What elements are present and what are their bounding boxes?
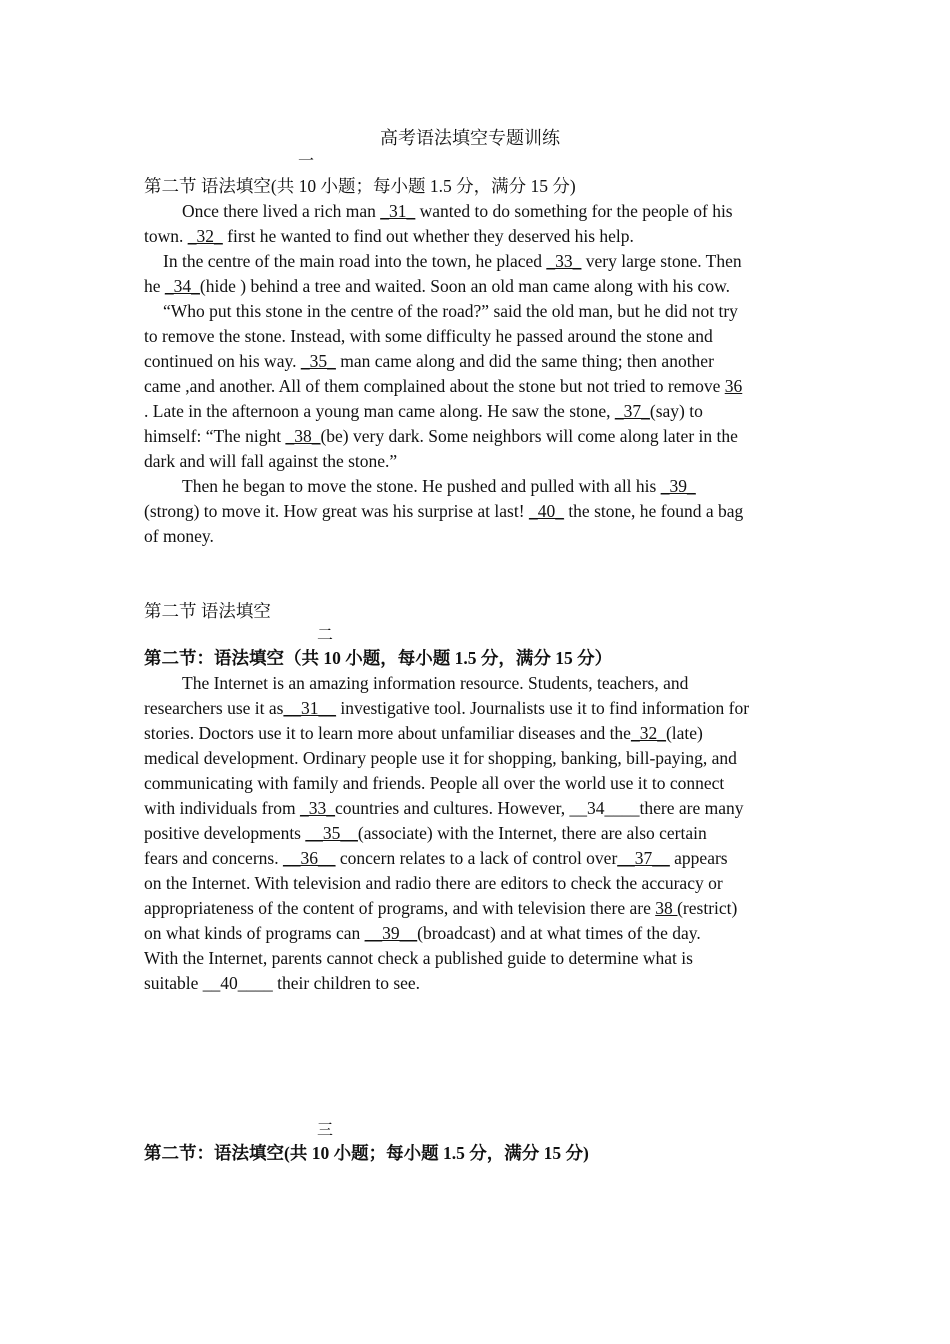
paragraph-line: he _34_(hide ) behind a tree and waited. Soon an old man came along with his cow. — [144, 276, 730, 296]
paragraph-line: researchers use it as__31__ investigative tool. Journalists use it to find information for — [144, 698, 750, 718]
blank-32: _32_ — [187, 226, 223, 246]
section-1-heading: 第二节 语法填空(共 10 小题；每小题 1.5 分，满分 15 分) — [144, 176, 576, 196]
document-title: 高考语法填空专题训练 — [380, 128, 560, 148]
paragraph-line: suitable __40____ their children to see. — [144, 973, 421, 993]
paragraph-line: In the centre of the main road into the town, he placed _33_ very large stone. Then — [163, 251, 742, 271]
blank-37: _37_ — [614, 401, 650, 421]
blank-35: __35__ — [305, 823, 358, 843]
paragraph-line: (strong) to move it. How great was his surprise at last! _40_ the stone, he found a bag — [144, 501, 744, 521]
paragraph-line: came ,and another. All of them complained about the stone but not tried to remove 36 — [144, 376, 743, 396]
section-number-2: 二 — [317, 627, 334, 644]
paragraph-line: with individuals from _33_countries and cultures. However, __34____there are many — [144, 798, 744, 818]
section-number-3: 三 — [317, 1122, 334, 1139]
section-3-heading: 第二节：语法填空(共 10 小题；每小题 1.5 分，满分 15 分) — [144, 1143, 589, 1163]
paragraph-line: positive developments __35__(associate) with the Internet, there are also certain — [144, 823, 707, 843]
blank-34: _34_ — [164, 276, 200, 296]
blank-39: _39_ — [660, 476, 696, 496]
blank-38: _38_ — [285, 426, 321, 446]
paragraph-line: medical development. Ordinary people use it for shopping, banking, bill-paying, and — [144, 748, 737, 768]
paragraph-line: appropriateness of the content of programs, and with television there are 38 (restrict) — [144, 898, 738, 918]
blank-33: _33_ — [546, 251, 582, 271]
paragraph-line: communicating with family and friends. People all over the world use it to connect — [144, 773, 725, 793]
blank-40: _40_ — [528, 501, 564, 521]
blank-33: _33_ — [300, 798, 336, 818]
paragraph-line: himself: “The night _38_(be) very dark. Some neighbors will come along later in the — [144, 426, 738, 446]
paragraph-line: continued on his way. _35_ man came along and did the same thing; then another — [144, 351, 714, 371]
section-number-1: 一 — [298, 153, 315, 170]
paragraph-line: fears and concerns. __36__ concern relates to a lack of control over__37__ appears — [144, 848, 728, 868]
paragraph-line: of money. — [144, 526, 214, 546]
blank-38: 38 ( — [655, 898, 683, 918]
blank-36: 36 — [724, 376, 743, 396]
blank-39: __39__ — [364, 923, 418, 943]
blank-37: __37__ — [617, 848, 670, 868]
paragraph-line: on the Internet. With television and radio there are editors to check the accuracy or — [144, 873, 723, 893]
blank-35: _35_ — [300, 351, 336, 371]
paragraph-line: on what kinds of programs can __39__(broadcast) and at what times of the day. — [144, 923, 701, 943]
paragraph-line: . Late in the afternoon a young man came along. He saw the stone, _37_(say) to — [144, 401, 703, 421]
paragraph-line: Once there lived a rich man _31_ wanted to do something for the people of his — [182, 201, 733, 221]
paragraph-line: Then he began to move the stone. He pushed and pulled with all his _39_ — [182, 476, 696, 496]
paragraph-line: town. _32_ first he wanted to find out whether they deserved his help. — [144, 226, 634, 246]
blank-36: __36__ — [282, 848, 336, 868]
section-2-pre-heading: 第二节 语法填空 — [144, 601, 271, 621]
paragraph-line: With the Internet, parents cannot check a published guide to determine what is — [144, 948, 693, 968]
paragraph-line: stories. Doctors use it to learn more about unfamiliar diseases and the_32_(late) — [144, 723, 703, 743]
blank-31: _31_ — [380, 201, 416, 221]
section-2-heading: 第二节：语法填空（共 10 小题，每小题 1.5 分，满分 15 分） — [144, 648, 613, 668]
paragraph-line: “Who put this stone in the centre of the road?” said the old man, but he did not try — [163, 301, 738, 321]
paragraph-line: to remove the stone. Instead, with some difficulty he passed around the stone and — [144, 326, 713, 346]
paragraph-line: The Internet is an amazing information resource. Students, teachers, and — [182, 673, 689, 693]
blank-31: __31__ — [283, 698, 336, 718]
blank-32: _32_ — [630, 723, 666, 743]
paragraph-line: dark and will fall against the stone.” — [144, 451, 398, 471]
